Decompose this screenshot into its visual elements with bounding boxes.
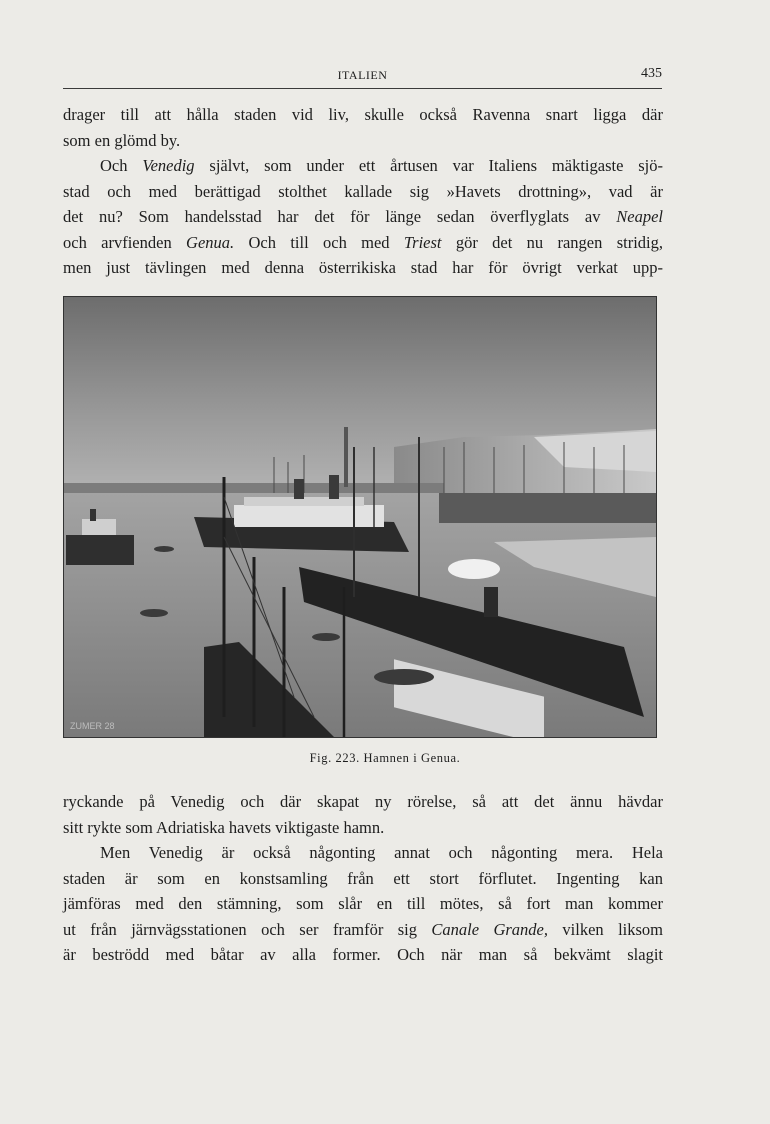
text-run: det nu? Som handelsstad har det för länge sedan överflyglats av — [63, 207, 617, 226]
text-run: gör det nu rangen stridig, — [441, 232, 663, 252]
body-text-bottom — [63, 789, 663, 968]
text-run: stad och med berättigad stolthet kallade sig »Havets drottning», vad är — [63, 181, 663, 201]
text-run: självt, som under ett årtusen var Italiens mäktigaste sjö- — [194, 156, 663, 175]
text-run: men just tävlingen med denna österrikiska stad har för övrigt verkat upp- — [63, 258, 663, 277]
text-run: Men Venedig är också någonting annat och någonting mera. Hela — [100, 843, 663, 862]
text-run: vilken liksom — [548, 919, 663, 939]
italic-place-name: Canale Grande, — [431, 919, 549, 939]
text-line — [63, 815, 663, 841]
text-line — [63, 153, 663, 179]
text-run: och arvfienden — [63, 232, 187, 252]
text-run: Och — [100, 156, 143, 175]
quay-right — [439, 493, 656, 523]
page-number: 435 — [641, 66, 662, 81]
text-line — [63, 789, 663, 815]
text-run: är beströdd med båtar av alla former. Och när man så bekvämt slagit — [63, 945, 663, 964]
running-title: ITALIEN — [337, 68, 388, 82]
text-run: drager till att hålla staden vid liv, skulle också Ravenna snart ligga där — [63, 105, 663, 124]
text-run: sitt rykte som Adriatiska havets viktigaste hamn. — [63, 817, 385, 837]
text-run: ut från järnvägsstationen och ser framför sig — [63, 919, 432, 939]
text-line — [63, 102, 663, 128]
text-run: ryckande på Venedig och där skapat ny rörelse, så att det ännu hävdar — [63, 792, 663, 811]
text-line — [63, 942, 663, 968]
figure-photo-harbor-genoa — [63, 296, 657, 738]
text-run: jämföras med den stämning, som slår en till mötes, så fort man kommer — [63, 894, 663, 913]
italic-place-name: Venedig — [142, 156, 195, 175]
harbor-photo — [64, 297, 656, 737]
italic-place-name: Triest — [403, 232, 442, 252]
text-run: Och till och med — [234, 232, 404, 252]
running-header — [63, 66, 662, 89]
text-line — [63, 917, 663, 943]
text-line — [63, 255, 663, 281]
text-line — [63, 128, 663, 154]
figure-caption: Fig. 223. Hamnen i Genua. — [309, 751, 461, 765]
text-run: som en glömd by. — [63, 130, 181, 150]
distant-shore — [64, 483, 444, 493]
text-run: staden är som en konstsamling från ett stort förflutet. Ingenting kan — [63, 868, 663, 888]
text-line — [63, 179, 663, 205]
italic-place-name: Neapel — [616, 207, 663, 226]
photo-signature: ZUMER 28 — [70, 721, 115, 731]
text-line — [63, 204, 663, 230]
italic-place-name: Genua. — [186, 232, 235, 252]
text-line — [63, 840, 663, 866]
text-line — [63, 866, 663, 892]
text-line — [63, 230, 663, 256]
text-line — [63, 891, 663, 917]
body-text-top — [63, 102, 663, 281]
